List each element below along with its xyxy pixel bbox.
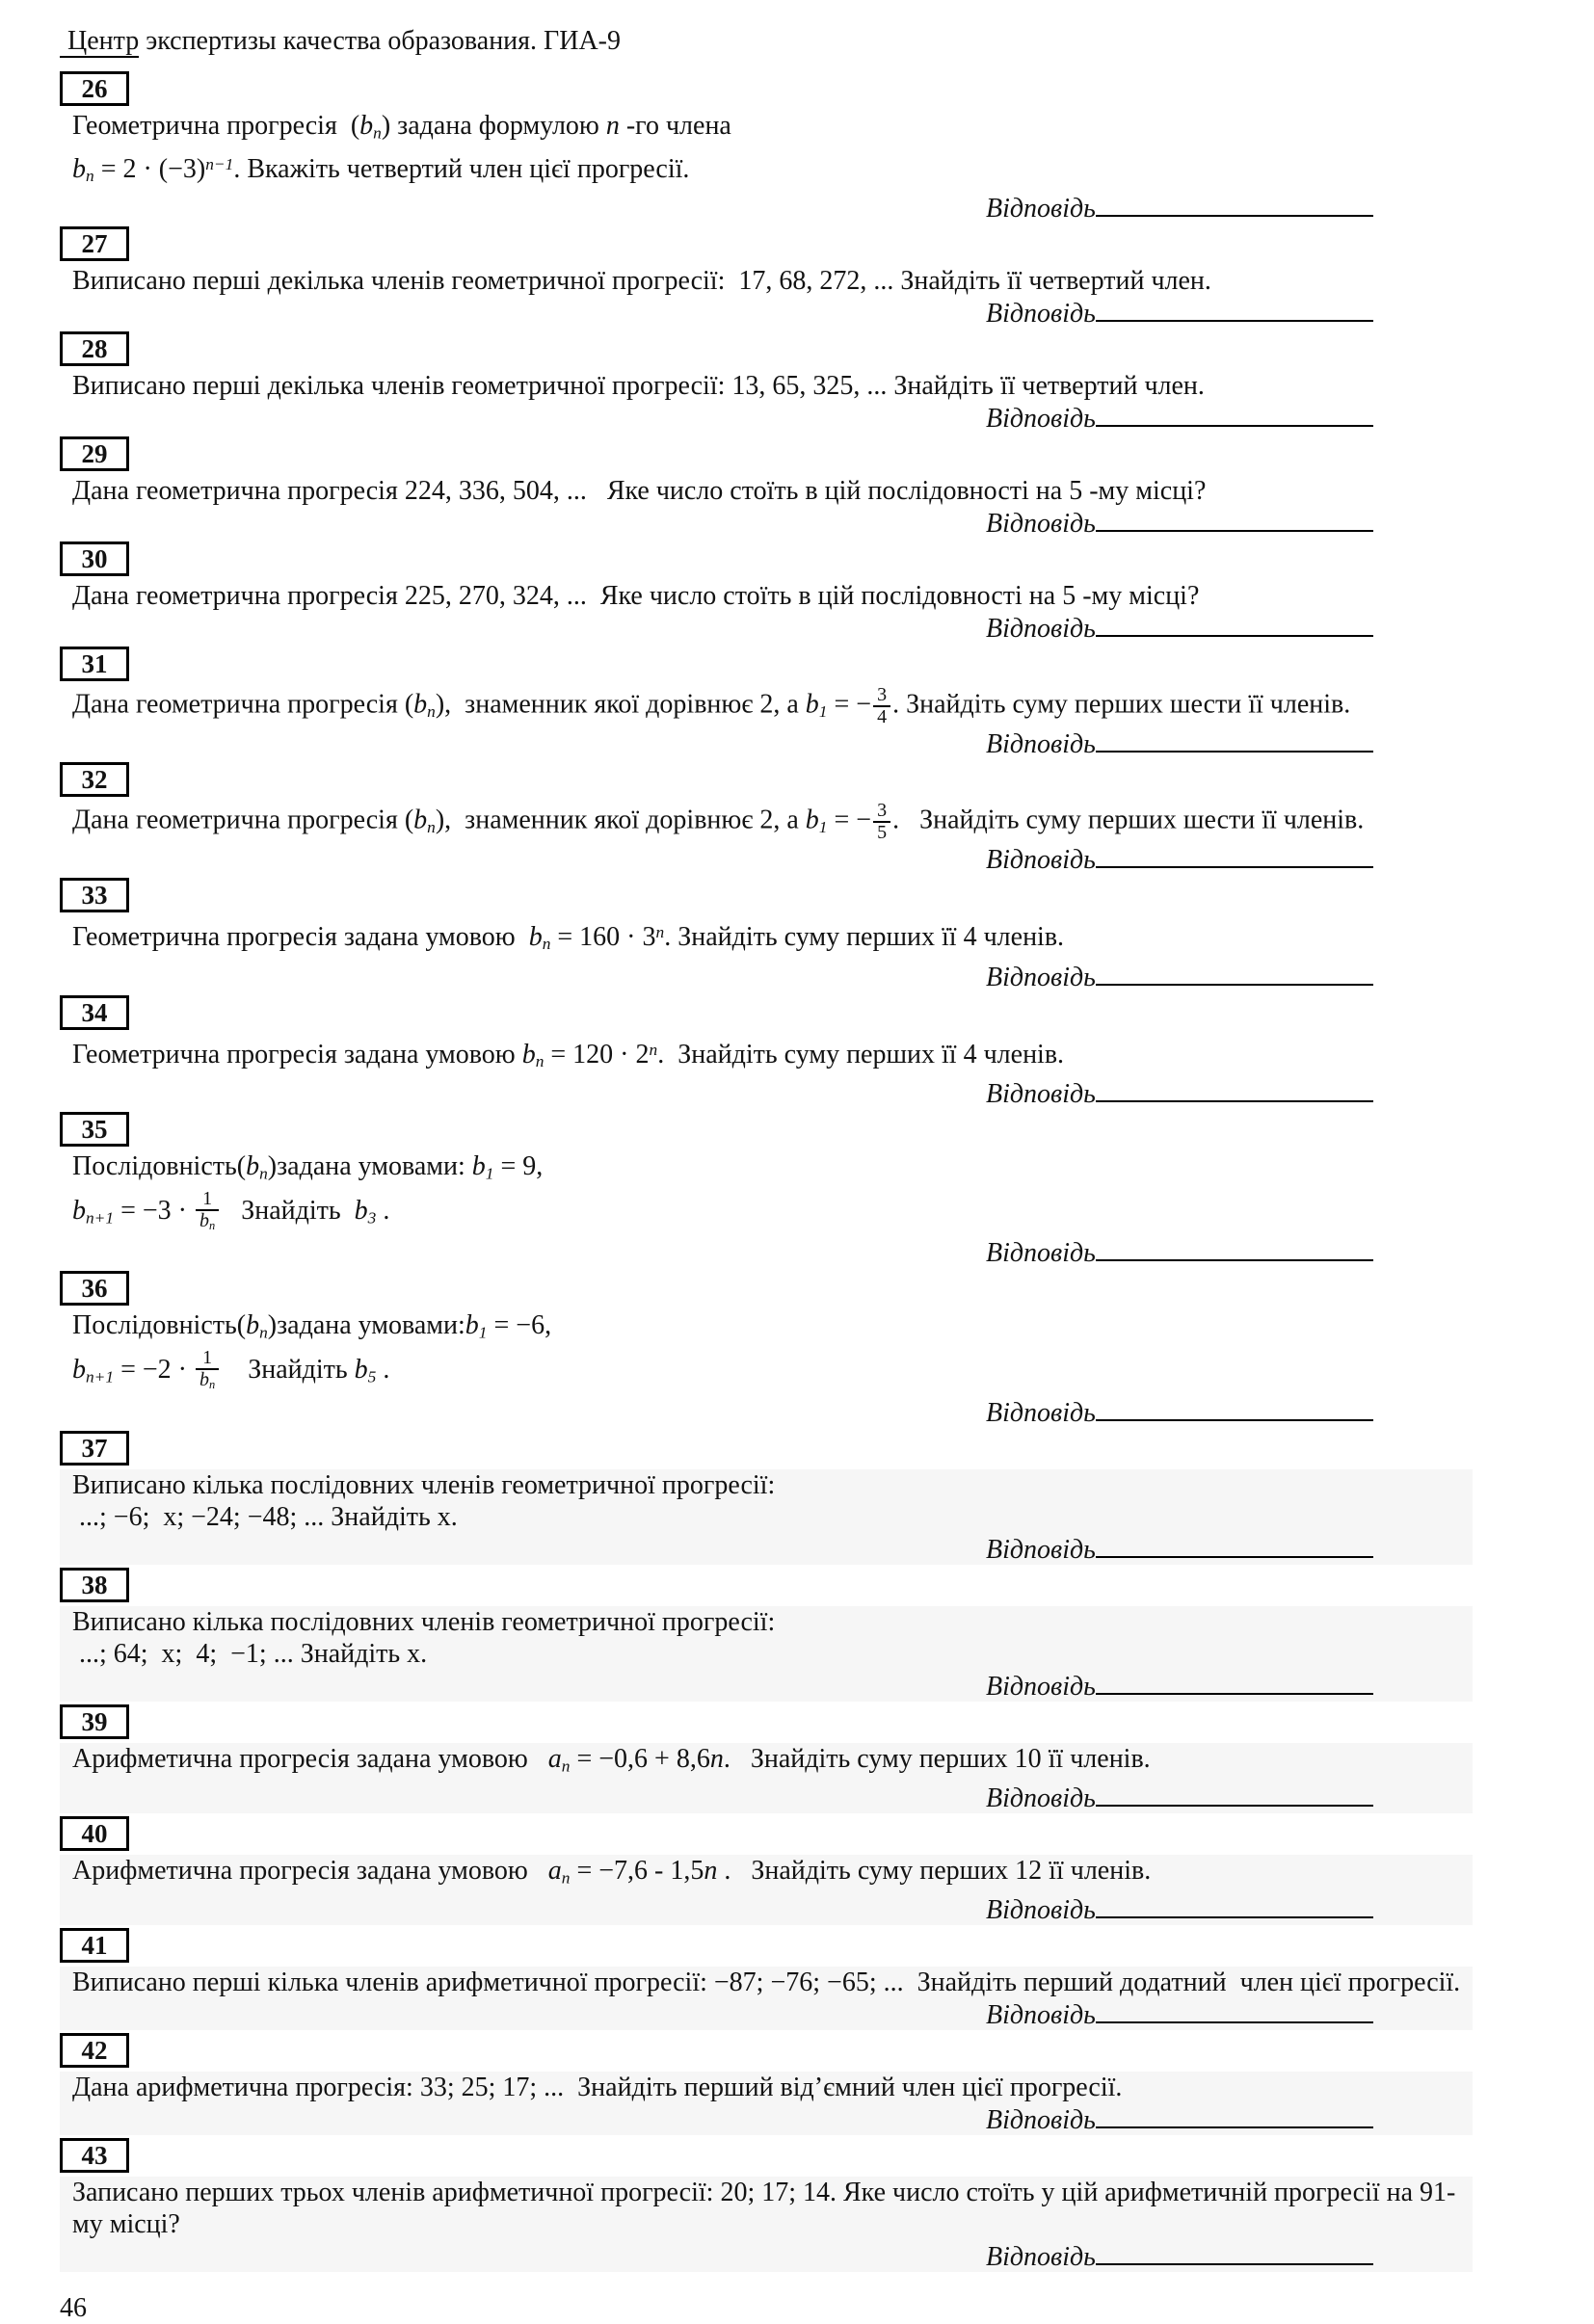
problem-number-box xyxy=(60,878,129,912)
answer-label: Відповідь xyxy=(986,509,1096,540)
problem-body xyxy=(60,1967,1473,2030)
problem-number: 27 xyxy=(81,229,108,259)
answer-row xyxy=(72,194,1473,224)
problem-text-line: Виписано перші кілька членів арифметичної прогресії: −87; −76; −65; ... Знайдіть перший додатний член цієї прогресії. xyxy=(72,1967,1461,1998)
answer-row xyxy=(72,2000,1473,2030)
problem-text-line: Дана геометрична прогресія $(b_n)$, знаменник якої дорівнює 2, а $b_1$ = − $\frac{3}{5}$ . Знайдіть суму перших шести її членів. xyxy=(72,800,1365,844)
answer-blank xyxy=(1096,404,1373,427)
answer-row xyxy=(72,1535,1473,1565)
answer-blank xyxy=(1096,509,1373,532)
answer-blank xyxy=(1096,1783,1373,1807)
answer-label: Відповідь xyxy=(986,1783,1096,1813)
problem xyxy=(60,1271,1536,1427)
problem-text-line: Дана геометрична прогресія $(b_n)$, знаменник якої дорівнює 2, а $b_1$ = − $\frac{3}{4}$ . Знайдіть суму перших шести її членів. xyxy=(72,684,1351,728)
fraction: $\frac{3}{5}$ xyxy=(873,801,890,843)
problem xyxy=(60,2033,1536,2135)
problem-text-line: Геометрична прогресія $(b_n)$ задана формулою n -го члена xyxy=(72,111,731,143)
answer-row xyxy=(72,1672,1473,1702)
answer-blank xyxy=(1096,1079,1373,1102)
problem xyxy=(60,878,1536,991)
problem-number: 38 xyxy=(81,1570,108,1599)
answer-label: Відповідь xyxy=(986,1078,1096,1109)
answer-row xyxy=(72,963,1473,992)
problem-text-line: Виписано перші декілька членів геометричної прогресії: 17, 68, 272, ... Знайдіть її четвертий член. xyxy=(72,266,1211,297)
problem-body xyxy=(60,475,1473,539)
problem-number: 28 xyxy=(81,334,108,364)
problem-text-line: Геометрична прогресія задана умовою $b_n = 160 \cdot 3^n$. Знайдіть суму перших її 4 членів. xyxy=(72,922,1065,954)
problem-text-line: Виписано кілька послідовних членів геометричної прогресії: xyxy=(72,1469,776,1500)
problem-number-box xyxy=(60,995,129,1030)
answer-label: Відповідь xyxy=(986,1534,1096,1565)
problem-number-box xyxy=(60,436,129,471)
answer-row xyxy=(72,1895,1473,1925)
answer-label: Відповідь xyxy=(986,1238,1096,1269)
page-header xyxy=(60,25,1536,58)
answer-blank xyxy=(1096,1895,1373,1918)
answer-row xyxy=(72,1238,1473,1268)
problem-text-line: Дана геометрична прогресія 224, 336, 504, ... Яке число стоїть в цій послідовності на 5 -му місці? xyxy=(72,476,1207,507)
problem-text-line: $b_{n+1} = -3$ · $\frac{1}{b_n}$ Знайдіть $b_3$ . xyxy=(72,1189,1473,1236)
answer-blank xyxy=(1096,963,1373,986)
problem-text-line: му місці? xyxy=(72,2209,180,2240)
answer-label: Відповідь xyxy=(986,1671,1096,1702)
page-number: 46 xyxy=(60,2293,87,2324)
answer-blank xyxy=(1096,1672,1373,1695)
problem-body xyxy=(60,1743,1473,1813)
problem xyxy=(60,1816,1536,1925)
problem xyxy=(60,1112,1536,1268)
answer-blank xyxy=(1096,729,1373,753)
answer-blank xyxy=(1096,1398,1373,1421)
problem xyxy=(60,2138,1536,2272)
problem-body xyxy=(60,370,1473,434)
problem-body xyxy=(60,110,1473,224)
problem-body xyxy=(60,1606,1473,1702)
problem xyxy=(60,1431,1536,1565)
answer-label: Відповідь xyxy=(986,1397,1096,1428)
problem xyxy=(60,71,1536,224)
problem-text-line: $Послідовність(b_n)задана$ умовами: $b_1 = 9$, xyxy=(72,1150,544,1183)
problem-body xyxy=(60,1469,1473,1565)
answer-blank xyxy=(1096,194,1373,217)
answer-row xyxy=(72,299,1473,329)
problem-body xyxy=(60,1034,1473,1109)
answer-blank xyxy=(1096,1238,1373,1261)
answer-blank xyxy=(1096,845,1373,868)
answer-blank xyxy=(1096,2105,1373,2128)
problem xyxy=(60,995,1536,1109)
problem-number-box xyxy=(60,2138,129,2173)
problem-text-line: Дана арифметична прогресія: 33; 25; 17; ... Знайдіть перший від’ємний член цієї прогресії. xyxy=(72,2073,1123,2103)
answer-label: Відповідь xyxy=(986,194,1096,224)
fraction: $\frac{1}{b_n}$ xyxy=(196,1189,219,1236)
fraction: $\frac{3}{4}$ xyxy=(873,685,890,727)
problem xyxy=(60,541,1536,644)
problem-body xyxy=(60,916,1473,991)
answer-label: Відповідь xyxy=(986,962,1096,992)
problem-number-box xyxy=(60,71,129,106)
problem-body xyxy=(60,2072,1473,2135)
problem-number: 35 xyxy=(81,1114,108,1144)
problem xyxy=(60,436,1536,539)
page-header-rest: экспертизы качества образования. ГИА-9 xyxy=(139,26,621,56)
answer-row xyxy=(72,729,1473,759)
problem-number: 42 xyxy=(81,2036,108,2066)
problem-text-line: Записано перших трьох членів арифметичної прогресії: 20; 17; 14. Яке число стоїть у цій арифметичній прогресії на 91- xyxy=(72,2178,1456,2208)
problem-number-box xyxy=(60,1816,129,1851)
problem-number-box xyxy=(60,2033,129,2068)
answer-label: Відповідь xyxy=(986,845,1096,876)
problem-number-box xyxy=(60,1568,129,1602)
answer-label: Відповідь xyxy=(986,299,1096,330)
answer-row xyxy=(72,1079,1473,1109)
problem-body xyxy=(60,1309,1473,1427)
problem-number-box xyxy=(60,1112,129,1147)
problem-number-box xyxy=(60,647,129,681)
answer-row xyxy=(72,1398,1473,1428)
problem-number-box xyxy=(60,1271,129,1306)
answer-blank xyxy=(1096,2242,1373,2265)
problem-body xyxy=(60,801,1473,875)
answer-row xyxy=(72,2242,1473,2272)
problem xyxy=(60,647,1536,759)
problem-number: 29 xyxy=(81,439,108,469)
problem-number-box xyxy=(60,1431,129,1466)
answer-row xyxy=(72,1783,1473,1813)
problem-number-box xyxy=(60,1928,129,1963)
answer-blank xyxy=(1096,1535,1373,1558)
problem-number: 30 xyxy=(81,544,108,574)
problem-text-line: ...; 64; x; 4; −1; ... Знайдіть x. xyxy=(72,1638,428,1669)
problem xyxy=(60,331,1536,434)
fraction: $\frac{1}{b_n}$ xyxy=(196,1348,219,1395)
problem-body xyxy=(60,580,1473,644)
problem-text-line: Виписано перші декілька членів геометричної прогресії: 13, 65, 325, ... Знайдіть її четвертий член. xyxy=(72,371,1205,402)
problem-text-line: Виписано кілька послідовних членів геометричної прогресії: xyxy=(72,1606,776,1637)
problem xyxy=(60,1928,1536,2030)
problem-number-box xyxy=(60,331,129,366)
problem-text-line: Арифметична прогресія задана умовою $a_n = -0,6 + 8,6n$. Знайдіть суму перших 10 її членів. xyxy=(72,1743,1151,1775)
problem-body xyxy=(60,1855,1473,1925)
answer-label: Відповідь xyxy=(986,2000,1096,2031)
answer-label: Відповідь xyxy=(986,614,1096,645)
answer-blank xyxy=(1096,2000,1373,2023)
answer-row xyxy=(72,404,1473,434)
problem-number: 43 xyxy=(81,2141,108,2171)
problem-number-box xyxy=(60,762,129,797)
problem-number: 41 xyxy=(81,1931,108,1961)
problem xyxy=(60,226,1536,329)
answer-label: Відповідь xyxy=(986,2105,1096,2136)
problem-body xyxy=(60,2177,1473,2272)
problem-number: 37 xyxy=(81,1433,108,1463)
problem-number: 34 xyxy=(81,997,108,1027)
problem-text-line: Арифметична прогресія задана умовою $a_n = -7,6 - 1,5n$ . Знайдіть суму перших 12 її членів. xyxy=(72,1855,1152,1888)
answer-blank xyxy=(1096,299,1373,322)
problem-text-line: $Послідовність(b_n)задана$ $умовами:b_1 = -6$, xyxy=(72,1310,552,1342)
problem-body xyxy=(60,1150,1473,1268)
answer-row xyxy=(72,845,1473,875)
answer-row xyxy=(72,509,1473,539)
page-header-underlined: Центр xyxy=(60,26,139,58)
problem xyxy=(60,1704,1536,1813)
answer-label: Відповідь xyxy=(986,2242,1096,2273)
answer-blank xyxy=(1096,614,1373,637)
problem xyxy=(60,762,1536,875)
problem-number-box xyxy=(60,226,129,261)
problem-number: 31 xyxy=(81,649,108,679)
answer-label: Відповідь xyxy=(986,1895,1096,1926)
problem xyxy=(60,1568,1536,1702)
answer-label: Відповідь xyxy=(986,404,1096,435)
problem-text-line: Дана геометрична прогресія 225, 270, 324, ... Яке число стоїть в цій послідовності на 5 -му місці? xyxy=(72,581,1200,612)
problem-number: 39 xyxy=(81,1706,108,1736)
problem-body xyxy=(60,685,1473,759)
problem-text-line: $b_{n+1} = -2$ · $\frac{1}{b_n}$ Знайдіть $b_5$ . xyxy=(72,1348,1473,1395)
problem-text-line: $b_n = 2 \cdot (-3)^{n-1}$. Вкажіть четвертий член цієї прогресії. xyxy=(72,154,690,186)
problem-number: 32 xyxy=(81,765,108,795)
problem-number: 36 xyxy=(81,1274,108,1304)
answer-row xyxy=(72,2105,1473,2135)
problem-number-box xyxy=(60,541,129,576)
problem-number-box xyxy=(60,1704,129,1739)
problem-number: 26 xyxy=(81,74,108,103)
answer-row xyxy=(72,614,1473,644)
problem-number: 33 xyxy=(81,881,108,911)
problem-text-line: Геометрична прогресія задана умовою $b_n = 120 \cdot 2^n$. Знайдіть суму перших її 4 членів. xyxy=(72,1039,1065,1070)
problem-number: 40 xyxy=(81,1818,108,1848)
problem-text-line: ...; −6; x; −24; −48; ... Знайдіть x. xyxy=(72,1501,458,1532)
answer-label: Відповідь xyxy=(986,729,1096,760)
problem-body xyxy=(60,265,1473,329)
problems-list xyxy=(60,71,1536,2272)
